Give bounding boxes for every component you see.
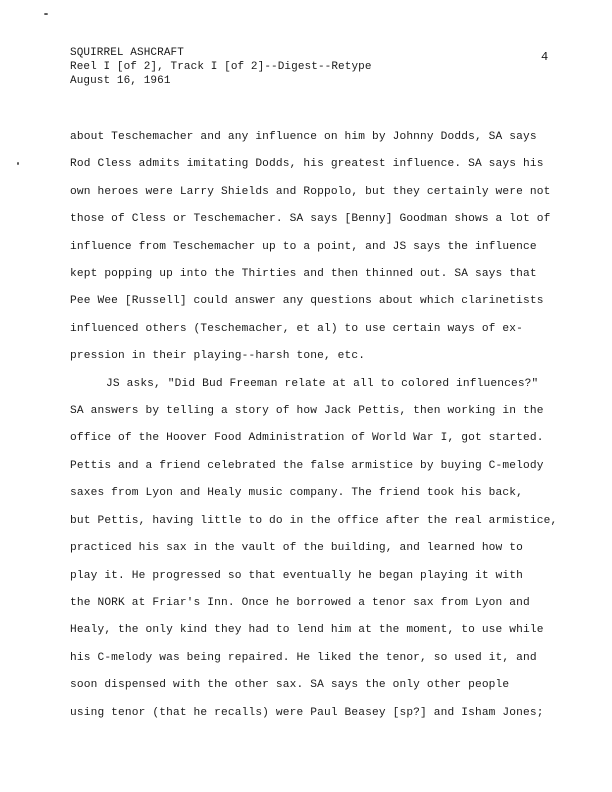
header-reel-track: Reel I [of 2], Track I [of 2]--Digest--Retype: [70, 61, 372, 73]
body-line: using tenor (that he recalls) were Paul Beasey [sp?] and Isham Jones;: [70, 706, 544, 719]
body-line: about Teschemacher and any influence on him by Johnny Dodds, SA says: [70, 131, 537, 143]
body-line: pression in their playing--harsh tone, etc.: [70, 350, 366, 363]
body-line: Rod Cless admits imitating Dodds, his greatest influence. SA says his: [70, 158, 544, 171]
scan-speck: [17, 162, 19, 165]
scan-speck: [44, 13, 48, 15]
body-line: saxes from Lyon and Healy music company. The friend took his back,: [70, 487, 523, 500]
document-header: [70, 46, 372, 88]
body-line: his C-melody was being repaired. He liked the tenor, so used it, and: [70, 651, 537, 664]
body-line: but Pettis, having little to do in the office after the real armistice,: [70, 514, 558, 527]
page-number: 4: [541, 50, 549, 64]
body-line: soon dispensed with the other sax. SA says the only other people: [70, 679, 510, 692]
body-line: those of Cless or Teschemacher. SA says [Benny] Goodman shows a lot of: [70, 213, 551, 226]
body-line: practiced his sax in the vault of the building, and learned how to: [70, 542, 523, 555]
body-line: Pettis and a friend celebrated the false armistice by buying C-melody: [70, 459, 544, 472]
header-title: SQUIRREL ASHCRAFT: [70, 47, 184, 59]
body-line: influenced others (Teschemacher, et al) to use certain ways of ex-: [70, 322, 523, 335]
header-date: August 16, 1961: [70, 75, 171, 87]
body-line: Pee Wee [Russell] could answer any questions about which clarinetists: [70, 295, 544, 308]
body-line: SA answers by telling a story of how Jack Pettis, then working in the: [70, 405, 544, 418]
body-line: influence from Teschemacher up to a point, and JS says the influence: [70, 240, 537, 253]
body-line: the NORK at Friar's Inn. Once he borrowed a tenor sax from Lyon and: [70, 596, 530, 609]
body-line: kept popping up into the Thirties and then thinned out. SA says that: [70, 268, 537, 281]
body-text: [70, 124, 590, 727]
body-line: office of the Hoover Food Administration of World War I, got started.: [70, 432, 544, 445]
body-line-paragraph-start: JS asks, "Did Bud Freeman relate at all to colored influences?": [106, 377, 539, 390]
body-line: own heroes were Larry Shields and Roppolo, but they certainly were not: [70, 185, 551, 198]
body-line: play it. He progressed so that eventually he began playing it with: [70, 569, 523, 582]
body-line: Healy, the only kind they had to lend him at the moment, to use while: [70, 624, 544, 637]
